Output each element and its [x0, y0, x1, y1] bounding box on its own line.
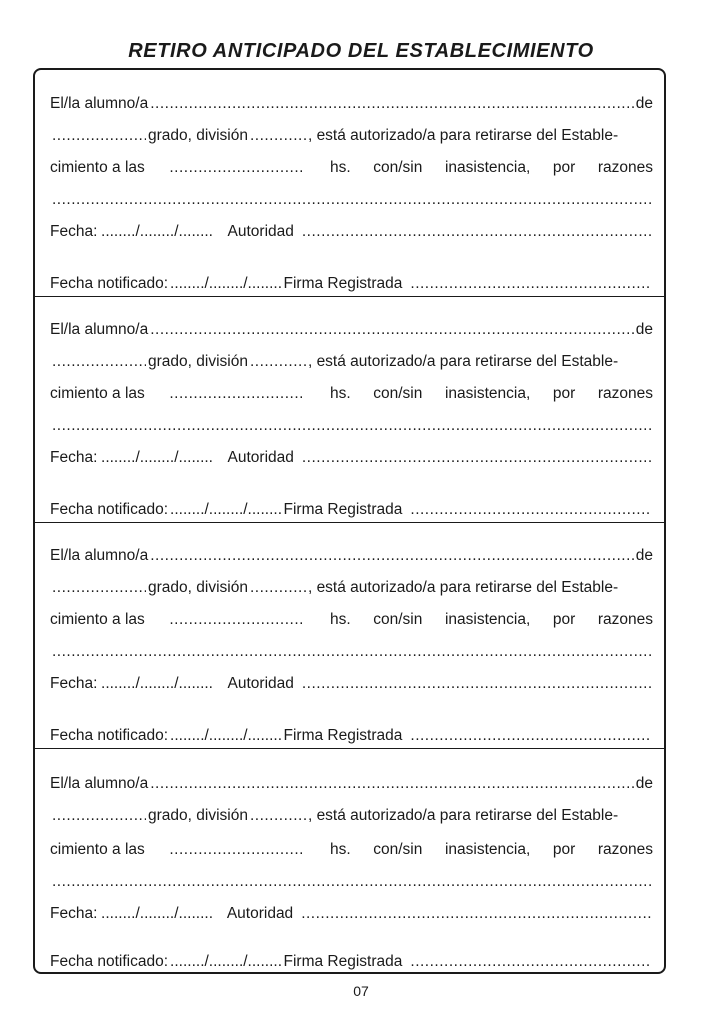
student-name-blank[interactable] [150, 320, 634, 340]
page-title: RETIRO ANTICIPADO DEL ESTABLECIMIENTO [128, 40, 594, 62]
signature-blank[interactable] [410, 726, 651, 746]
student-name-blank[interactable] [150, 94, 634, 114]
notified-row [50, 726, 653, 746]
consin-label: con/sin [373, 159, 423, 176]
grade-label: grado, división [148, 807, 248, 824]
inasistencia-label: inasistencia, [444, 159, 531, 176]
time-blank[interactable] [169, 158, 305, 178]
date-row [50, 222, 653, 242]
student-name-row [50, 94, 653, 114]
consin-label: con/sin [373, 611, 423, 628]
razones-label: razones [597, 841, 653, 858]
consin-label: con/sin [373, 385, 423, 402]
time-row [50, 610, 653, 630]
reasons-row [50, 190, 653, 210]
por-label: por [552, 385, 576, 402]
notified-date-label: Fecha notificado: [50, 727, 169, 744]
authorized-text: , está autorizado/a para retirarse del Estable- [307, 579, 619, 596]
razones-label: razones [597, 159, 653, 176]
inasistencia-label: inasistencia, [444, 385, 531, 402]
time-blank[interactable] [169, 840, 305, 860]
de-label: de [635, 321, 653, 338]
date-blank[interactable]: ......../......../........ [101, 449, 213, 466]
time-row [50, 384, 653, 404]
authority-blank[interactable] [301, 904, 651, 924]
grade-blank[interactable] [52, 352, 146, 372]
cimiento-label: cimiento a las [50, 611, 145, 628]
grade-label: grado, división [148, 353, 248, 370]
date-row [50, 448, 653, 468]
por-label: por [552, 841, 576, 858]
time-blank[interactable] [169, 610, 305, 630]
de-label: de [635, 547, 653, 564]
grade-row [50, 352, 653, 372]
grade-label: grado, división [148, 579, 248, 596]
hs-label: hs. [329, 385, 351, 402]
reasons-blank[interactable] [52, 642, 651, 662]
consin-label: con/sin [373, 841, 423, 858]
student-name-row [50, 320, 653, 340]
notified-row [50, 500, 653, 520]
authority-blank[interactable] [302, 674, 651, 694]
date-label: Fecha: [50, 905, 98, 922]
grade-row [50, 806, 653, 826]
time-blank[interactable] [169, 384, 305, 404]
authorization-slip-3 [35, 522, 664, 749]
notified-date-blank[interactable]: ......../......../........ [170, 501, 283, 518]
signature-blank[interactable] [410, 274, 651, 294]
signature-label: Firma Registrada [283, 275, 403, 292]
student-name-row [50, 546, 653, 566]
notified-row [50, 952, 653, 972]
cimiento-label: cimiento a las [50, 159, 145, 176]
notified-date-label: Fecha notificado: [50, 953, 169, 970]
cimiento-label: cimiento a las [50, 385, 145, 402]
grade-row [50, 126, 653, 146]
date-label: Fecha: [50, 449, 98, 466]
reasons-blank[interactable] [52, 416, 651, 436]
reasons-blank[interactable] [52, 190, 651, 210]
signature-label: Firma Registrada [283, 953, 403, 970]
student-name-blank[interactable] [150, 774, 634, 794]
authorization-slip-1 [35, 70, 664, 297]
por-label: por [552, 611, 576, 628]
hs-label: hs. [329, 611, 351, 628]
date-blank[interactable]: ......../......../........ [101, 905, 213, 922]
student-label: El/la alumno/a [50, 321, 149, 338]
reasons-blank[interactable] [52, 872, 651, 892]
notified-row [50, 274, 653, 294]
authorization-slip-2 [35, 296, 664, 523]
page-number: 07 [353, 983, 369, 999]
division-blank[interactable] [250, 806, 306, 826]
date-blank[interactable]: ......../......../........ [101, 223, 213, 240]
student-name-row [50, 774, 653, 794]
reasons-row [50, 416, 653, 436]
time-row [50, 158, 653, 178]
authority-label: Autoridad [226, 905, 294, 922]
date-row [50, 904, 653, 924]
authorized-text: , está autorizado/a para retirarse del Estable- [307, 353, 619, 370]
grade-label: grado, división [148, 127, 248, 144]
inasistencia-label: inasistencia, [444, 841, 531, 858]
student-label: El/la alumno/a [50, 775, 149, 792]
division-blank[interactable] [250, 126, 306, 146]
de-label: de [635, 775, 653, 792]
authorization-slip-4 [35, 748, 664, 974]
hs-label: hs. [329, 159, 351, 176]
notified-date-blank[interactable]: ......../......../........ [170, 727, 283, 744]
de-label: de [635, 95, 653, 112]
signature-blank[interactable] [410, 500, 651, 520]
signature-label: Firma Registrada [283, 501, 403, 518]
cimiento-label: cimiento a las [50, 841, 145, 858]
grade-blank[interactable] [52, 578, 146, 598]
grade-blank[interactable] [52, 126, 146, 146]
date-row [50, 674, 653, 694]
authority-label: Autoridad [227, 449, 294, 466]
grade-row [50, 578, 653, 598]
authorized-text: , está autorizado/a para retirarse del Estable- [307, 127, 619, 144]
reasons-row [50, 642, 653, 662]
signature-blank[interactable] [410, 952, 651, 972]
authority-blank[interactable] [302, 222, 651, 242]
student-name-blank[interactable] [150, 546, 634, 566]
date-blank[interactable]: ......../......../........ [101, 675, 213, 692]
notified-date-blank[interactable]: ......../......../........ [170, 953, 283, 970]
date-label: Fecha: [50, 675, 98, 692]
authority-label: Autoridad [227, 675, 294, 692]
grade-blank[interactable] [52, 806, 146, 826]
division-blank[interactable] [250, 578, 306, 598]
inasistencia-label: inasistencia, [444, 611, 531, 628]
authority-label: Autoridad [227, 223, 294, 240]
authorized-text: , está autorizado/a para retirarse del Estable- [307, 807, 619, 824]
hs-label: hs. [329, 841, 351, 858]
date-label: Fecha: [50, 223, 98, 240]
signature-label: Firma Registrada [283, 727, 403, 744]
time-row [50, 840, 653, 860]
notified-date-label: Fecha notificado: [50, 275, 169, 292]
division-blank[interactable] [250, 352, 306, 372]
reasons-row [50, 872, 653, 892]
por-label: por [552, 159, 576, 176]
notified-date-blank[interactable]: ......../......../........ [170, 275, 283, 292]
notified-date-label: Fecha notificado: [50, 501, 169, 518]
form-frame [33, 68, 666, 974]
student-label: El/la alumno/a [50, 95, 149, 112]
authority-blank[interactable] [302, 448, 651, 468]
student-label: El/la alumno/a [50, 547, 149, 564]
razones-label: razones [597, 611, 653, 628]
razones-label: razones [597, 385, 653, 402]
